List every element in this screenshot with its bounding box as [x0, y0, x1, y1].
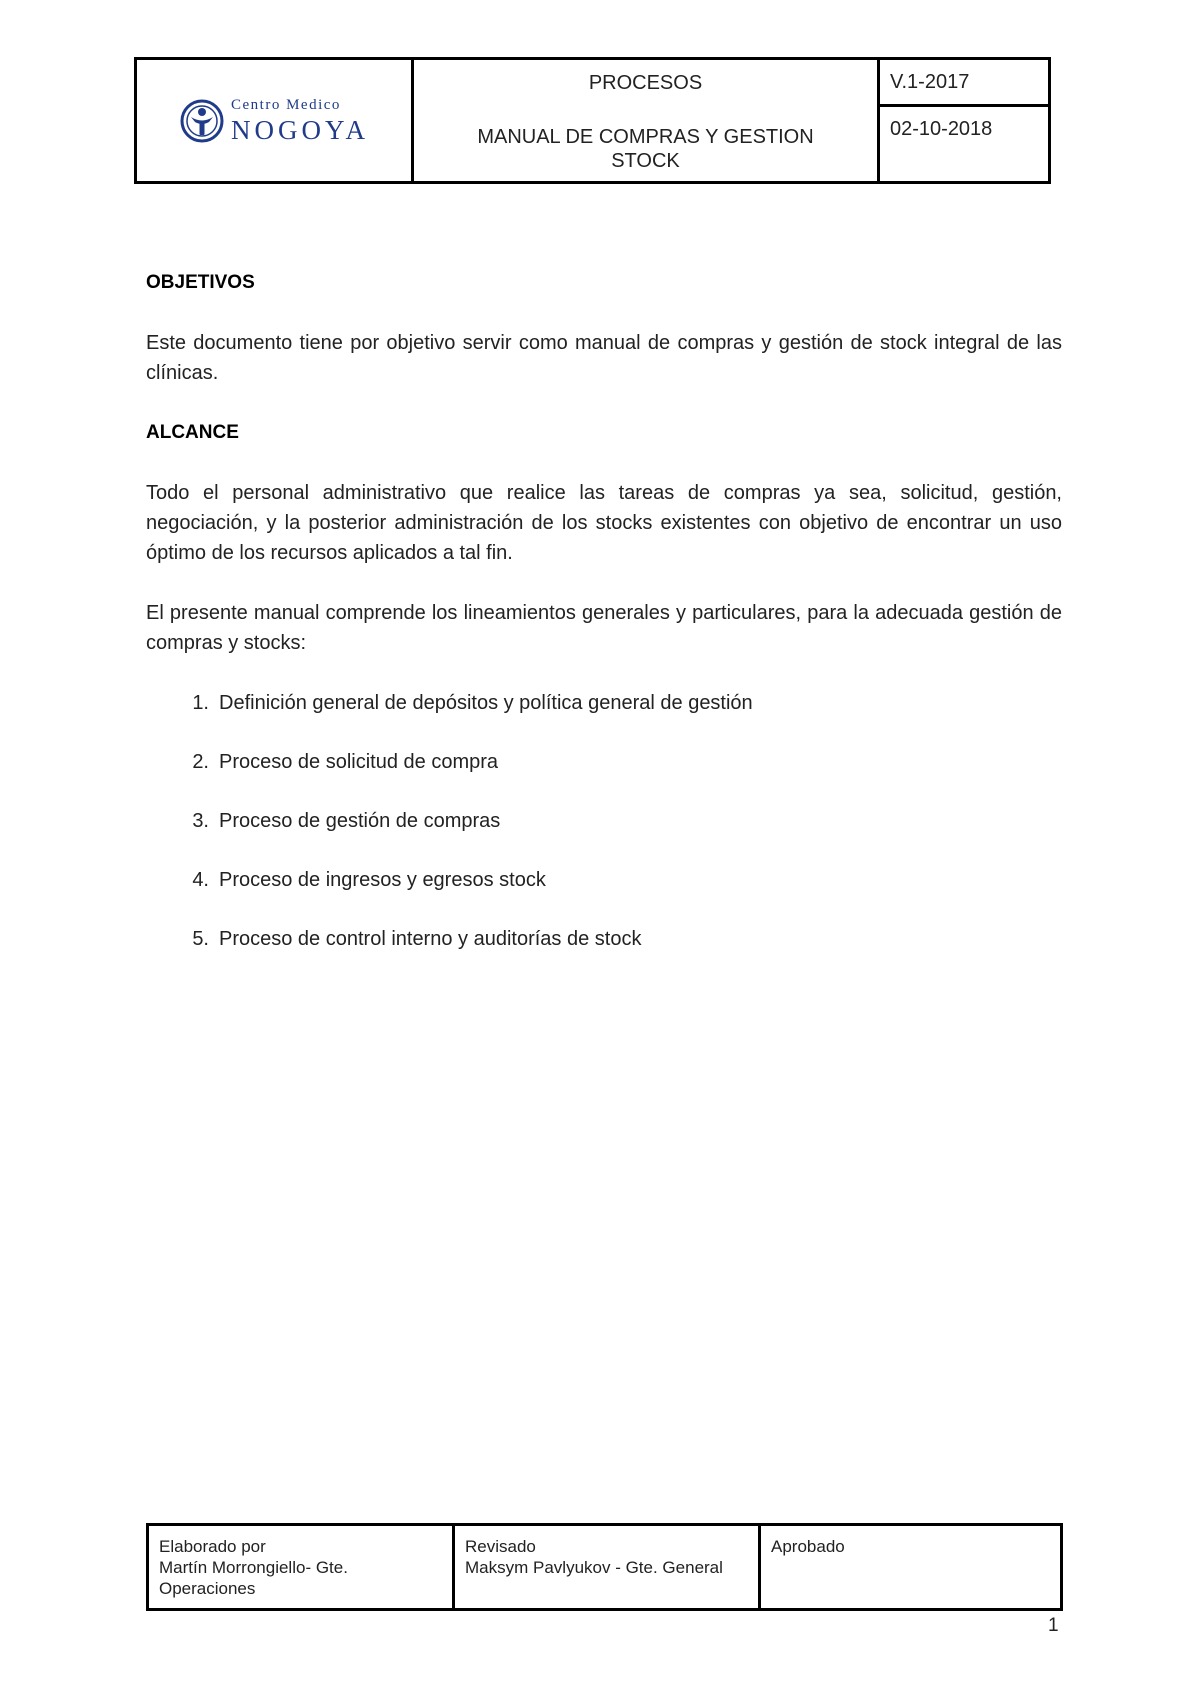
page-number: 1 [1048, 1615, 1059, 1636]
revisado-label: Revisado [465, 1537, 536, 1556]
approval-footer-table [146, 1523, 1063, 1611]
aprobado-cell [761, 1526, 1060, 1608]
list-item-text: Proceso de solicitud de compra [219, 751, 499, 773]
logo-line2: NOGOYA [231, 114, 369, 145]
list-item [146, 865, 1062, 895]
alcance-paragraph-1: Todo el personal administrativo que realice las tareas de compras ya sea, solicitud, gestión, negociación, y la posterior administración de los stocks existentes con objetivo de encontrar un uso óptimo de los recursos aplicados a tal fin. [146, 482, 1062, 564]
list-item-number: 1. [192, 692, 209, 714]
logo-text [231, 98, 369, 144]
logo-cell [137, 60, 414, 181]
document-body [146, 268, 1062, 983]
elaborado-name: Martín Morrongiello- Gte. Operaciones [159, 1558, 348, 1598]
list-item-text: Proceso de ingresos y egresos stock [219, 869, 546, 891]
elaborado-label: Elaborado por [159, 1537, 266, 1556]
list-item [146, 924, 1062, 954]
list-item [146, 806, 1062, 836]
elaborado-cell [149, 1526, 455, 1608]
document-category: PROCESOS [588, 72, 703, 94]
process-list [146, 688, 1062, 954]
alcance-heading: ALCANCE [146, 422, 239, 443]
document-version: V.1-2017 [880, 60, 1048, 107]
list-item-text: Definición general de depósitos y política general de gestión [219, 692, 753, 714]
list-item-text: Proceso de gestión de compras [219, 810, 501, 832]
list-item-text: Proceso de control interno y auditorías de stock [219, 928, 642, 950]
list-item [146, 688, 1062, 718]
revisado-cell [455, 1526, 761, 1608]
list-item-number: 3. [192, 810, 209, 832]
list-item-number: 4. [192, 869, 209, 891]
document-date: 02-10-2018 [890, 118, 993, 140]
list-item-number: 2. [192, 751, 209, 773]
medical-logo-icon [179, 98, 225, 144]
objetivos-heading: OBJETIVOS [146, 272, 255, 293]
company-logo [179, 98, 369, 144]
objetivos-paragraph: Este documento tiene por objetivo servir como manual de compras y gestión de stock integral de las clínicas. [146, 332, 1062, 384]
version-cell [880, 60, 1048, 181]
aprobado-label: Aprobado [771, 1537, 845, 1556]
list-item [146, 747, 1062, 777]
alcance-paragraph-2: El presente manual comprende los lineamientos generales y particulares, para la adecuada gestión de compras y stocks: [146, 602, 1062, 654]
revisado-name: Maksym Pavlyukov - Gte. General [465, 1558, 723, 1577]
document-header-table [134, 57, 1051, 184]
document-title: MANUAL DE COMPRAS Y GESTION STOCK [477, 126, 814, 172]
logo-line1: Centro Medico [231, 96, 341, 113]
list-item-number: 5. [192, 928, 209, 950]
title-cell [414, 60, 880, 181]
